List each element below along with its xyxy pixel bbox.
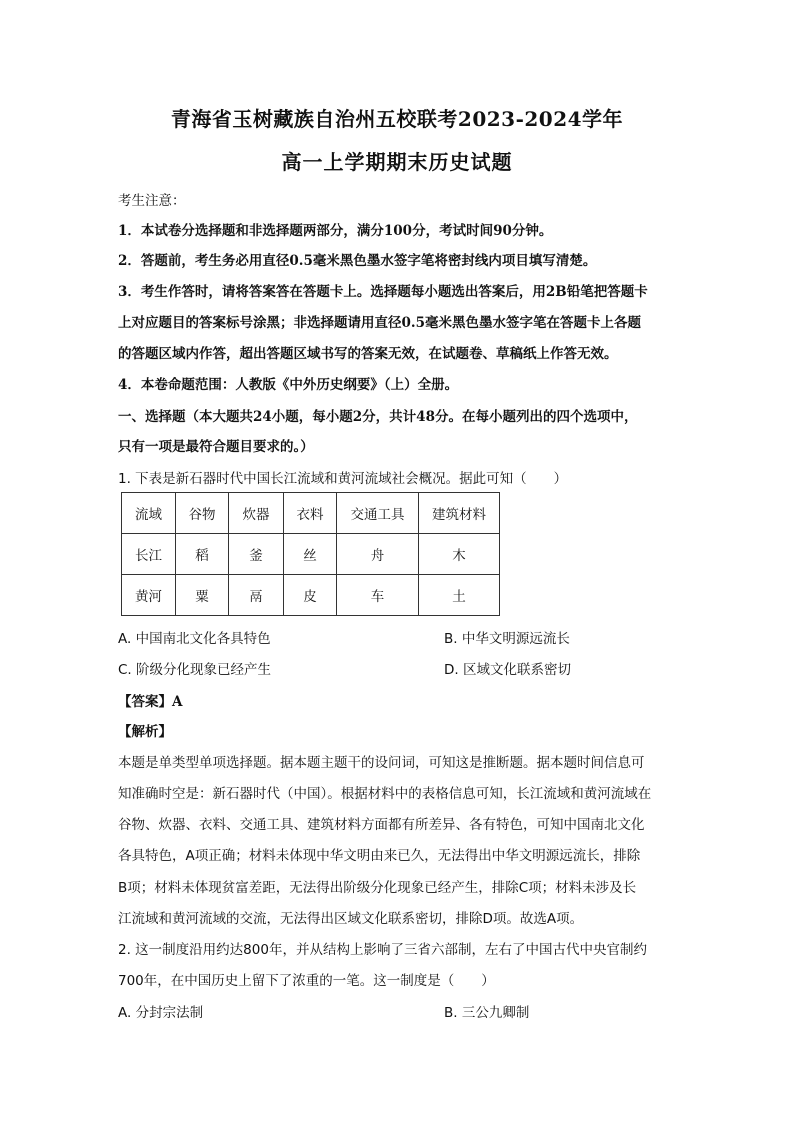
table-header-cell: 衣料 — [284, 493, 337, 534]
table-cell: 黄河 — [122, 575, 176, 616]
q1-option-a: A. 中国南北文化各具特色 — [118, 631, 271, 647]
q1-option-d: D. 区域文化联系密切 — [444, 662, 571, 678]
table-cell: 车 — [337, 575, 419, 616]
exam-title-line1: 青海省玉树藏族自治州五校联考2023-2024学年 — [170, 107, 624, 131]
q1-table — [121, 492, 500, 616]
q1-stem: 1. 下表是新石器时代中国长江流域和黄河流域社会概况。据此可知（ ） — [118, 471, 568, 487]
q1-analysis-line: 江流域和黄河流域的交流，无法得出区域文化联系密切，排除D项。故选A项。 — [118, 911, 584, 927]
table-cell: 鬲 — [229, 575, 284, 616]
table-cell: 木 — [419, 534, 500, 575]
q1-analysis-line: 各具特色，A项正确；材料未体现中华文明由来已久，无法得出中华文明源远流长，排除 — [118, 848, 641, 864]
table-header-row — [122, 493, 500, 534]
table-row — [122, 575, 500, 616]
table-header-cell: 炊器 — [229, 493, 284, 534]
q2-option-b: B. 三公九卿制 — [444, 1005, 530, 1021]
q2-stem-line1: 2. 这一制度沿用约达800年，并从结构上影响了三省六部制，左右了中国古代中央官制约 — [118, 942, 647, 958]
q1-option-b: B. 中华文明源远流长 — [444, 631, 570, 647]
table-cell: 丝 — [284, 534, 337, 575]
table-cell: 粟 — [176, 575, 229, 616]
table-cell: 舟 — [337, 534, 419, 575]
table-header-cell: 流域 — [122, 493, 176, 534]
q1-analysis-line: B项；材料未体现贫富差距，无法得出阶级分化现象已经产生，排除C项；材料未涉及长 — [118, 880, 637, 896]
notice-item-4: 4．本卷命题范围：人教版《中外历史纲要》（上）全册。 — [118, 377, 459, 393]
q1-option-c: C. 阶级分化现象已经产生 — [118, 662, 272, 678]
q2-stem-line2: 700年，在中国历史上留下了浓重的一笔。这一制度是（ ） — [118, 973, 495, 989]
notice-item-3: 3．考生作答时，请将答案答在答题卡上。选择题每小题选出答案后，用2B铅笔把答题卡 — [118, 284, 648, 300]
table-header-cell: 谷物 — [176, 493, 229, 534]
table-cell: 稻 — [176, 534, 229, 575]
table-cell: 长江 — [122, 534, 176, 575]
section-heading-line2: 只有一项是最符合题目要求的。） — [118, 439, 314, 455]
q1-analysis-line: 本题是单类型单项选择题。据本题主题干的设问词，可知这是推断题。据本题时间信息可 — [118, 755, 645, 771]
notice-item-2: 2．答题前，考生务必用直径0.5毫米黑色墨水签字笔将密封线内项目填写清楚。 — [118, 253, 597, 269]
table-row — [122, 534, 500, 575]
notice-item-3-cont-2: 的答题区域内作答，超出答题区域书写的答案无效，在试题卷、草稿纸上作答无效。 — [118, 346, 618, 362]
table-cell: 土 — [419, 575, 500, 616]
q1-answer: 【答案】A — [118, 694, 183, 710]
table-cell: 皮 — [284, 575, 337, 616]
notice-item-1: 1．本试卷分选择题和非选择题两部分，满分100分，考试时间90分钟。 — [118, 223, 553, 239]
table-header-cell: 建筑材料 — [419, 493, 500, 534]
notice-heading: 考生注意： — [118, 193, 186, 209]
table-header-cell: 交通工具 — [337, 493, 419, 534]
q1-analysis-line: 谷物、炊器、衣料、交通工具、建筑材料方面都有所差异、各有特色，可知中国南北文化 — [118, 817, 645, 833]
table-cell: 釜 — [229, 534, 284, 575]
notice-item-3-cont-1: 上对应题目的答案标号涂黑；非选择题请用直径0.5毫米黑色墨水签字笔在答题卡上各题 — [118, 315, 641, 331]
section-heading-line1: 一、选择题（本大题共24小题，每小题2分，共计48分。在每小题列出的四个选项中， — [118, 409, 638, 425]
q2-option-a: A. 分封宗法制 — [118, 1005, 204, 1021]
q1-analysis-line: 知准确时空是：新石器时代（中国）。根据材料中的表格信息可知，长江流域和黄河流域在 — [118, 786, 652, 802]
q1-analysis-label: 【解析】 — [118, 724, 172, 740]
exam-title-line2: 高一上学期期末历史试题 — [281, 150, 513, 174]
